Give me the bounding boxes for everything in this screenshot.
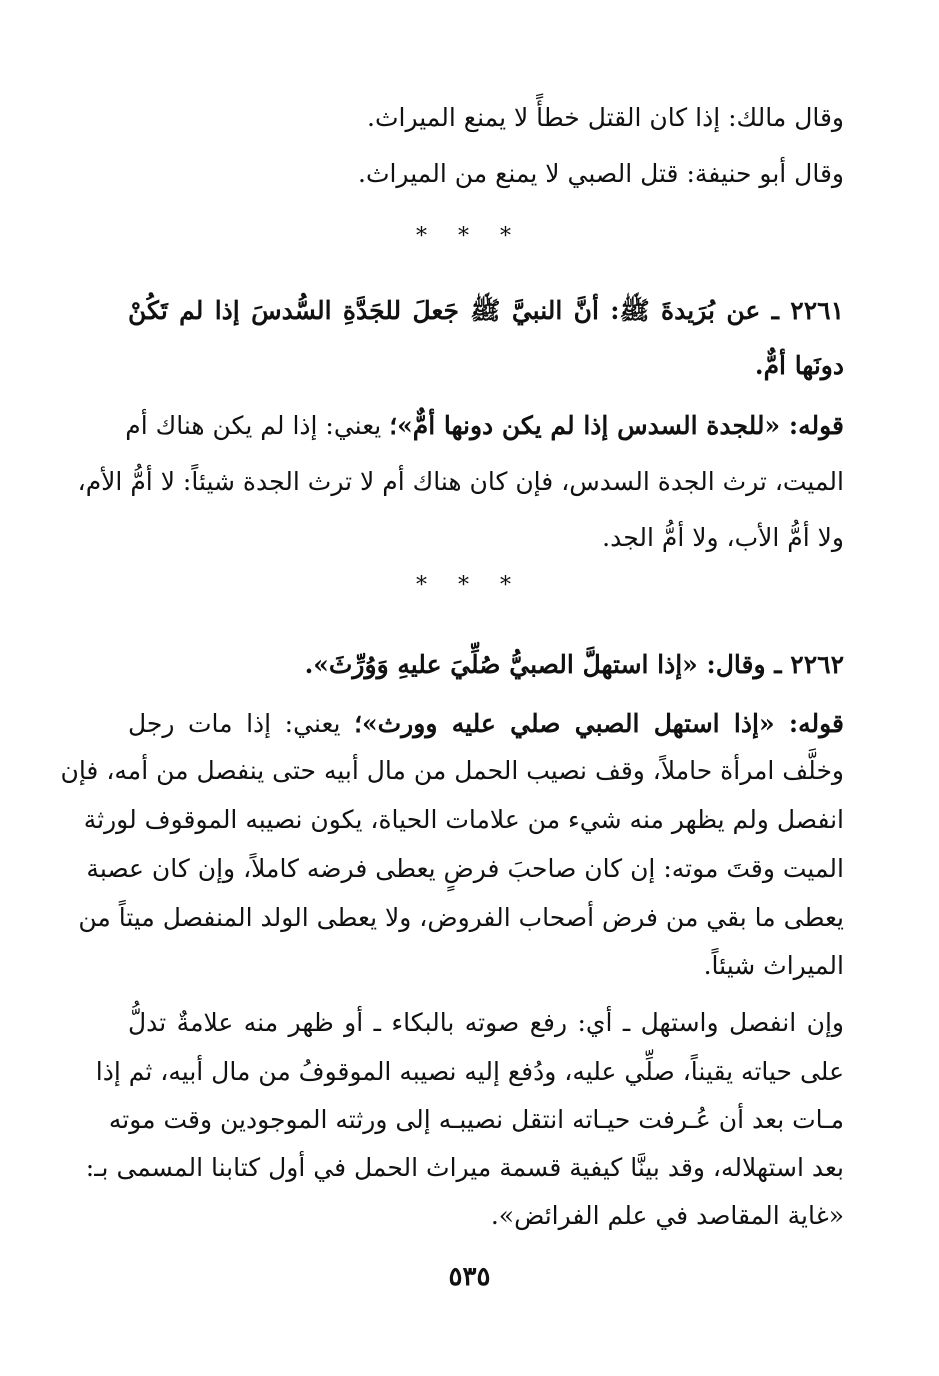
commentary-line: «غاية المقاصد في علم الفرائض».	[490, 1201, 844, 1230]
hadith-2261-line: دونَها أمٌّ.	[754, 351, 844, 380]
commentary-keyword: قوله: «للجدة السدس إذا لم يكن دونها أمٌّ»؛	[389, 411, 844, 440]
commentary-line: الميراث شيئاً.	[703, 951, 844, 980]
commentary-line: يعطى ما بقي من فرض أصحاب الفروض، ولا يعطى الولد المنفصل ميتاً من	[78, 903, 844, 932]
commentary-line: على حياته يقيناً، صلِّي عليه، ودُفع إليه نصيبه الموقوفُ من مال أبيه، ثم إذا	[95, 1057, 844, 1086]
commentary-line: مـات بعد أن عُـرفت حيـاته انتقل نصيبـه إلى ورثته الموجودين وقت موته	[108, 1105, 844, 1134]
section-separator: * * *	[416, 573, 523, 598]
page-number: ٥٣٥	[448, 1262, 491, 1292]
commentary-line: بعد استهلاله، وقد بينَّا كيفية قسمة ميراث الحمل في أول كتابنا المسمى بـ:	[85, 1153, 844, 1182]
text-line: وقال مالك: إذا كان القتل خطأً لا يمنع الميراث.	[367, 103, 844, 132]
commentary-line	[125, 406, 844, 446]
hadith-2261-line: ٢٢٦١ ـ عن بُرَيدةَ ﷺ: أنَّ النبيَّ ﷺ جَعلَ للجَدَّةِ السُّدسَ إذا لم تَكُنْ	[128, 296, 844, 325]
commentary-line	[128, 704, 844, 744]
section-separator: * * *	[416, 224, 523, 249]
commentary-text: يعني: إذا لم يكن هناك أم	[125, 411, 390, 440]
commentary-text: يعني: إذا مات رجل	[128, 709, 355, 738]
hadith-text: «إذا استهلَّ الصبيُّ صُلِّيَ عليهِ وَوُرِّثَ».	[304, 650, 698, 679]
commentary-keyword: قوله: «إذا استهل الصبي صلي عليه وورث»؛	[354, 709, 845, 738]
commentary-line: وإن انفصل واستهل ـ أي: رفع صوته بالبكاء ـ أو ظهر منه علامةٌ تدلُّ	[128, 1008, 845, 1037]
hadith-number: ٢٢٦٢ ـ وقال:	[697, 650, 844, 679]
commentary-line: الميت وقتَ موته: إن كان صاحبَ فرضٍ يعطى فرضه كاملاً، وإن كان عصبة	[86, 854, 844, 883]
page-body	[60, 0, 845, 1376]
commentary-line: انفصل ولم يظهر منه شيء من علامات الحياة، يكون نصيبه الموقوف لورثة	[83, 805, 844, 834]
hadith-2262-line	[128, 645, 844, 685]
commentary-line: ولا أمُّ الأب، ولا أمُّ الجد.	[602, 523, 844, 552]
commentary-line: الميت، ترث الجدة السدس، فإن كان هناك أم لا ترث الجدة شيئاً: لا أمُّ الأم،	[77, 467, 844, 496]
commentary-line: وخلَّف امرأة حاملاً، وقف نصيب الحمل من مال أبيه حتى ينفصل من أمه، فإن	[60, 756, 844, 785]
text-line: وقال أبو حنيفة: قتل الصبي لا يمنع من الميراث.	[358, 159, 844, 188]
